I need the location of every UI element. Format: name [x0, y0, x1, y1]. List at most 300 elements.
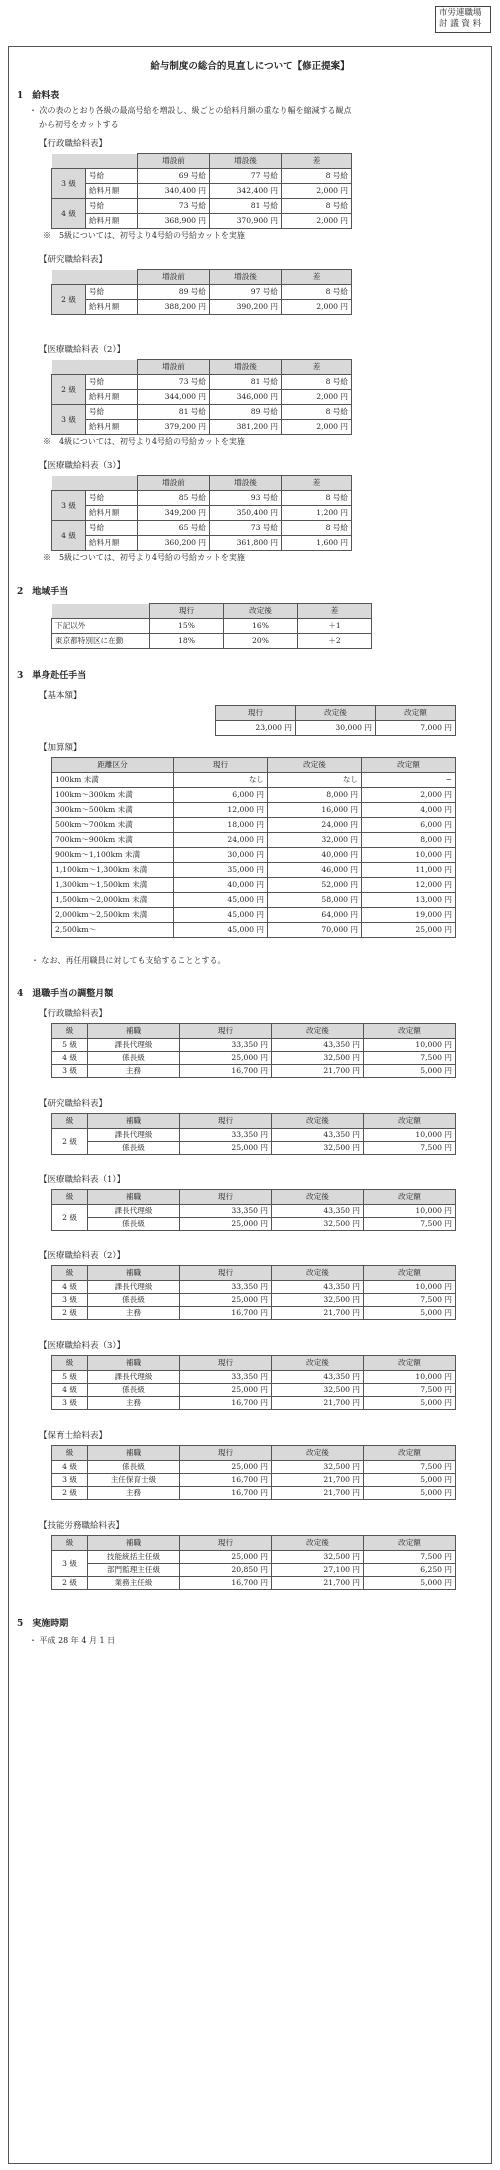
value-cell: 32,000 円: [268, 833, 362, 848]
position-cell: 課長代理級: [88, 1205, 180, 1218]
table-row: [52, 1551, 456, 1564]
table-row: [52, 521, 352, 536]
table-row: [52, 1577, 456, 1590]
table-row: [52, 1281, 456, 1294]
grade-cell: 2 級: [52, 1577, 88, 1590]
value-cell: 27,100 円: [272, 1564, 364, 1577]
row-label: 300km～500km 未満: [52, 803, 174, 818]
retire-table-medical-3-label: 【医療職給料表（3）】: [39, 1341, 126, 1351]
position-cell: 課長代理級: [88, 1371, 180, 1384]
value-cell: 45,000 円: [174, 893, 268, 908]
value-cell: 32,500 円: [272, 1461, 364, 1474]
col-revised: 改定後: [272, 1536, 364, 1551]
value-cell: 19,000 円: [362, 908, 456, 923]
value-cell: 32,500 円: [272, 1142, 364, 1155]
value-cell: 5,000 円: [364, 1474, 456, 1487]
value-cell: ＋2: [298, 634, 372, 649]
row-label: 号給: [86, 199, 138, 214]
col-grade: 級: [52, 1446, 88, 1461]
table-row: [52, 1294, 456, 1307]
table-row: [52, 1474, 456, 1487]
col-current: 現行: [180, 1266, 272, 1281]
row-label: 1,500km～2,000km 未満: [52, 893, 174, 908]
value-cell: 2,000 円: [282, 214, 352, 229]
value-cell: 21,700 円: [272, 1577, 364, 1590]
col-change: 改定額: [364, 1266, 456, 1281]
table-row: [52, 788, 456, 803]
value-cell: 73 号給: [138, 199, 210, 214]
section-4-heading: 4 退職手当の調整月額: [17, 989, 114, 999]
value-cell: 32,500 円: [272, 1218, 364, 1231]
table-row: [216, 721, 456, 736]
col-change: 改定額: [376, 706, 456, 721]
row-label: 1,100km～1,300km 未満: [52, 863, 174, 878]
value-cell: 64,000 円: [268, 908, 362, 923]
salary-table-medical-2-note: ※ 4級については、初号より4号給の号給カットを実施: [43, 437, 245, 446]
grade-cell: 2 級: [52, 1307, 88, 1320]
value-cell: 5,000 円: [364, 1307, 456, 1320]
row-label: 給料月額: [86, 184, 138, 199]
value-cell: 10,000 円: [364, 1205, 456, 1218]
value-cell: なし: [174, 773, 268, 788]
table-row: [52, 833, 456, 848]
additional-amount-table: [51, 757, 456, 938]
value-cell: 25,000 円: [180, 1551, 272, 1564]
value-cell: 7,000 円: [376, 721, 456, 736]
table-row: [52, 184, 352, 199]
stamp-line-1: 市労連職場: [439, 8, 482, 18]
value-cell: 2,000 円: [282, 300, 352, 315]
salary-table-medical-2: [51, 359, 352, 435]
retire-table-medical-3: [51, 1355, 456, 1410]
value-cell: 8 号給: [282, 521, 352, 536]
value-cell: 16%: [224, 619, 298, 634]
position-cell: 係長級: [88, 1052, 180, 1065]
table-row: [52, 923, 456, 938]
row-label: 号給: [86, 169, 138, 184]
col-position: 補職: [88, 1024, 180, 1039]
col-after: 増設後: [210, 154, 282, 169]
position-cell: 課長代理級: [88, 1129, 180, 1142]
value-cell: 21,700 円: [272, 1397, 364, 1410]
value-cell: 2,000 円: [282, 184, 352, 199]
table-row: [52, 878, 456, 893]
table-row: [52, 285, 352, 300]
grade-cell: 3 級: [52, 169, 86, 199]
value-cell: 379,200 円: [138, 420, 210, 435]
table-row: [52, 1397, 456, 1410]
value-cell: 342,400 円: [210, 184, 282, 199]
value-cell: 7,500 円: [364, 1551, 456, 1564]
col-revised: 改定後: [268, 758, 362, 773]
col-distance: 距離区分: [52, 758, 174, 773]
salary-table-medical-3-label: 【医療職給料表（3）】: [39, 461, 126, 471]
retire-table-nursery-label: 【保育士給料表】: [39, 1431, 108, 1441]
grade-cell: 5 級: [52, 1371, 88, 1384]
table-header-row: [52, 1446, 456, 1461]
value-cell: 93 号給: [210, 491, 282, 506]
col-revised: 改定後: [272, 1446, 364, 1461]
value-cell: 33,350 円: [180, 1205, 272, 1218]
grade-cell: 3 級: [52, 1065, 88, 1078]
value-cell: 346,000 円: [210, 390, 282, 405]
value-cell: 65 号給: [138, 521, 210, 536]
document-frame: [8, 46, 492, 2164]
value-cell: 8,000 円: [268, 788, 362, 803]
row-label: 給料月額: [86, 536, 138, 551]
table-row: [52, 634, 372, 649]
value-cell: 30,000 円: [296, 721, 376, 736]
value-cell: 16,700 円: [180, 1307, 272, 1320]
retire-table-medical-2: [51, 1265, 456, 1320]
value-cell: 6,250 円: [364, 1564, 456, 1577]
col-grade: 級: [52, 1024, 88, 1039]
row-label: 号給: [86, 521, 138, 536]
row-label: 900km～1,100km 未満: [52, 848, 174, 863]
table-row: [52, 1564, 456, 1577]
value-cell: 40,000 円: [268, 848, 362, 863]
value-cell: 6,000 円: [174, 788, 268, 803]
position-cell: 課長代理級: [88, 1281, 180, 1294]
col-revised: 改定後: [272, 1024, 364, 1039]
position-cell: 主務: [88, 1065, 180, 1078]
stamp-line-2: 討 議 資 料: [439, 19, 482, 30]
col-before: 増設前: [138, 154, 210, 169]
table-row: [52, 375, 352, 390]
section-2-heading: 2 地域手当: [17, 587, 69, 597]
col-position: 補職: [88, 1446, 180, 1461]
section-1-intro-line-2: から初号をカットする: [39, 120, 119, 129]
row-label: 東京都特別区に在勤: [52, 634, 150, 649]
position-cell: 主務: [88, 1487, 180, 1500]
col-diff: 差: [282, 154, 352, 169]
col-position: 補職: [88, 1266, 180, 1281]
value-cell: 8 号給: [282, 199, 352, 214]
col-after: 増設後: [210, 476, 282, 491]
value-cell: 43,350 円: [272, 1039, 364, 1052]
value-cell: 7,500 円: [364, 1461, 456, 1474]
table-row: [52, 1142, 456, 1155]
table-row: [52, 818, 456, 833]
value-cell: 2,000 円: [282, 420, 352, 435]
position-cell: 課長代理級: [88, 1039, 180, 1052]
value-cell: 390,200 円: [210, 300, 282, 315]
col-revised: 改定後: [272, 1190, 364, 1205]
table-row: [52, 1039, 456, 1052]
value-cell: 21,700 円: [272, 1474, 364, 1487]
col-diff: 差: [282, 360, 352, 375]
table-row: [52, 214, 352, 229]
col-revised: 改定後: [272, 1356, 364, 1371]
value-cell: 2,000 円: [282, 390, 352, 405]
value-cell: 8 号給: [282, 169, 352, 184]
retire-table-technical: [51, 1535, 456, 1590]
value-cell: 43,350 円: [272, 1371, 364, 1384]
salary-table-admin-label: 【行政職給料表】: [39, 139, 108, 149]
section-1-heading: 1 給料表: [17, 91, 60, 101]
table-row: [52, 1218, 456, 1231]
grade-cell: 4 級: [52, 1281, 88, 1294]
value-cell: 16,000 円: [268, 803, 362, 818]
row-label: 給料月額: [86, 214, 138, 229]
grade-cell: 2 級: [52, 1129, 88, 1155]
value-cell: 4,000 円: [362, 803, 456, 818]
row-label: 給料月額: [86, 300, 138, 315]
value-cell: 16,700 円: [180, 1474, 272, 1487]
table-row: [52, 848, 456, 863]
col-change: 改定額: [364, 1114, 456, 1129]
table-row: [52, 773, 456, 788]
table-header-row: [52, 604, 372, 619]
row-label: 2,500km～: [52, 923, 174, 938]
grade-cell: 4 級: [52, 1461, 88, 1474]
col-before: 増設前: [138, 360, 210, 375]
value-cell: 35,000 円: [174, 863, 268, 878]
row-label: 給料月額: [86, 390, 138, 405]
value-cell: 350,400 円: [210, 506, 282, 521]
value-cell: 21,700 円: [272, 1307, 364, 1320]
value-cell: ＋1: [298, 619, 372, 634]
row-label: 給料月額: [86, 420, 138, 435]
grade-cell: 2 級: [52, 285, 86, 315]
discussion-material-stamp: [435, 6, 491, 33]
row-label: 700km～900km 未満: [52, 833, 174, 848]
col-after: 増設後: [210, 270, 282, 285]
value-cell: 5,000 円: [364, 1397, 456, 1410]
table-row: [52, 908, 456, 923]
document-title: 給与制度の総合的見直しについて【修正提案】: [150, 61, 350, 72]
value-cell: 7,500 円: [364, 1384, 456, 1397]
basic-amount-table: [215, 705, 456, 736]
value-cell: 1,200 円: [282, 506, 352, 521]
table-header-row: [216, 706, 456, 721]
value-cell: 10,000 円: [362, 848, 456, 863]
table-row: [52, 1461, 456, 1474]
value-cell: 43,350 円: [272, 1205, 364, 1218]
section-5-heading: 5 実施時期: [17, 1619, 69, 1629]
value-cell: 58,000 円: [268, 893, 362, 908]
value-cell: 40,000 円: [174, 878, 268, 893]
col-current: 現行: [174, 758, 268, 773]
value-cell: 344,000 円: [138, 390, 210, 405]
value-cell: 32,500 円: [272, 1294, 364, 1307]
retire-table-medical-2-label: 【医療職給料表（2）】: [39, 1251, 126, 1261]
regional-allowance-table: [51, 603, 372, 649]
table-row: [52, 169, 352, 184]
table-row: [52, 1052, 456, 1065]
value-cell: 46,000 円: [268, 863, 362, 878]
col-grade: 級: [52, 1536, 88, 1551]
value-cell: 43,350 円: [272, 1281, 364, 1294]
table-header-row: [52, 1114, 456, 1129]
grade-cell: 2 級: [52, 375, 86, 405]
col-current: 現行: [180, 1190, 272, 1205]
row-label: 号給: [86, 405, 138, 420]
value-cell: 360,200 円: [138, 536, 210, 551]
value-cell: 89 号給: [138, 285, 210, 300]
retire-table-admin-label: 【行政職給料表】: [39, 1009, 108, 1019]
grade-cell: 4 級: [52, 521, 86, 551]
col-grade: 級: [52, 1356, 88, 1371]
row-label: 給料月額: [86, 506, 138, 521]
row-label: 号給: [86, 285, 138, 300]
table-row: [52, 893, 456, 908]
position-cell: 技能統括主任級: [88, 1551, 180, 1564]
position-cell: 係長級: [88, 1218, 180, 1231]
table-header-row: [52, 1190, 456, 1205]
col-change: 改定額: [364, 1024, 456, 1039]
value-cell: 85 号給: [138, 491, 210, 506]
position-cell: 業務主任級: [88, 1577, 180, 1590]
grade-cell: 2 級: [52, 1487, 88, 1500]
col-before: 増設前: [138, 270, 210, 285]
value-cell: 340,400 円: [138, 184, 210, 199]
table-header-row: [52, 1536, 456, 1551]
value-cell: 32,500 円: [272, 1052, 364, 1065]
table-row: [52, 863, 456, 878]
value-cell: 10,000 円: [364, 1039, 456, 1052]
table-header-row: [52, 1024, 456, 1039]
section-1-intro-line-1: ・ 次の表のとおり各級の最高号給を増設し、級ごとの給料月額の重なり幅を縮減する観点: [29, 106, 352, 115]
value-cell: 16,700 円: [180, 1065, 272, 1078]
value-cell: 7,500 円: [364, 1294, 456, 1307]
table-row: [52, 199, 352, 214]
table-row: [52, 420, 352, 435]
col-change: 改定額: [364, 1190, 456, 1205]
col-diff: 差: [282, 270, 352, 285]
value-cell: 73 号給: [138, 375, 210, 390]
value-cell: なし: [268, 773, 362, 788]
section-3-heading: 3 単身赴任手当: [17, 671, 87, 681]
col-change: 改定額: [364, 1536, 456, 1551]
row-label: 100km～300km 未満: [52, 788, 174, 803]
value-cell: 5,000 円: [364, 1577, 456, 1590]
value-cell: 18,000 円: [174, 818, 268, 833]
value-cell: 32,500 円: [272, 1384, 364, 1397]
grade-cell: 3 級: [52, 491, 86, 521]
value-cell: 25,000 円: [180, 1294, 272, 1307]
value-cell: −: [362, 773, 456, 788]
value-cell: 33,350 円: [180, 1371, 272, 1384]
salary-table-medical-3: [51, 475, 352, 551]
col-position: 補職: [88, 1190, 180, 1205]
salary-table-medical-3-note: ※ 5級については、初号より4号給の号給カットを実施: [43, 553, 245, 562]
col-position: 補職: [88, 1536, 180, 1551]
value-cell: 20%: [224, 634, 298, 649]
implementation-date: ・ 平成 28 年 4 月 1 日: [29, 1636, 116, 1645]
value-cell: 24,000 円: [174, 833, 268, 848]
value-cell: 8 号給: [282, 491, 352, 506]
value-cell: 25,000 円: [180, 1052, 272, 1065]
value-cell: 388,200 円: [138, 300, 210, 315]
salary-table-research-label: 【研究職給料表】: [39, 255, 108, 265]
position-cell: 主務: [88, 1397, 180, 1410]
grade-cell: 4 級: [52, 1052, 88, 1065]
col-current: 現行: [180, 1446, 272, 1461]
grade-cell: 3 級: [52, 1294, 88, 1307]
position-cell: 係長級: [88, 1294, 180, 1307]
value-cell: 45,000 円: [174, 908, 268, 923]
col-change: 改定額: [364, 1446, 456, 1461]
value-cell: 30,000 円: [174, 848, 268, 863]
value-cell: 25,000 円: [362, 923, 456, 938]
position-cell: 係長級: [88, 1384, 180, 1397]
grade-cell: 3 級: [52, 405, 86, 435]
table-row: [52, 1487, 456, 1500]
col-revised: 改定後: [296, 706, 376, 721]
value-cell: 21,700 円: [272, 1065, 364, 1078]
salary-table-research: [51, 269, 352, 315]
col-grade: 級: [52, 1266, 88, 1281]
value-cell: 2,000 円: [362, 788, 456, 803]
value-cell: 5,000 円: [364, 1487, 456, 1500]
value-cell: 15%: [150, 619, 224, 634]
value-cell: 10,000 円: [364, 1371, 456, 1384]
table-row: [52, 1307, 456, 1320]
col-change: 改定額: [362, 758, 456, 773]
col-current: 現行: [216, 706, 296, 721]
grade-cell: 5 級: [52, 1039, 88, 1052]
value-cell: 25,000 円: [180, 1384, 272, 1397]
grade-cell: 3 級: [52, 1474, 88, 1487]
value-cell: 43,350 円: [272, 1129, 364, 1142]
value-cell: 20,850 円: [180, 1564, 272, 1577]
col-current: 現行: [180, 1114, 272, 1129]
value-cell: 8 号給: [282, 285, 352, 300]
col-grade: 級: [52, 1114, 88, 1129]
value-cell: 25,000 円: [180, 1218, 272, 1231]
col-revised: 改定後: [272, 1266, 364, 1281]
col-after: 増設後: [210, 360, 282, 375]
table-row: [52, 300, 352, 315]
value-cell: 69 号給: [138, 169, 210, 184]
col-before: 増設前: [138, 476, 210, 491]
col-current: 現行: [180, 1024, 272, 1039]
value-cell: 33,350 円: [180, 1281, 272, 1294]
position-cell: 部門監理主任級: [88, 1564, 180, 1577]
value-cell: 8 号給: [282, 375, 352, 390]
value-cell: 10,000 円: [364, 1129, 456, 1142]
value-cell: 12,000 円: [362, 878, 456, 893]
position-cell: 係長級: [88, 1461, 180, 1474]
value-cell: 23,000 円: [216, 721, 296, 736]
col-revised: 改定後: [272, 1114, 364, 1129]
value-cell: 8,000 円: [362, 833, 456, 848]
value-cell: 16,700 円: [180, 1577, 272, 1590]
value-cell: 7,500 円: [364, 1218, 456, 1231]
position-cell: 係長級: [88, 1142, 180, 1155]
retire-table-admin: [51, 1023, 456, 1078]
table-row: [52, 390, 352, 405]
table-row: [52, 536, 352, 551]
retire-table-nursery: [51, 1445, 456, 1500]
table-header-row: [52, 758, 456, 773]
value-cell: 5,000 円: [364, 1065, 456, 1078]
row-label: 500km～700km 未満: [52, 818, 174, 833]
value-cell: 45,000 円: [174, 923, 268, 938]
col-position: 補職: [88, 1114, 180, 1129]
row-label: 100km 未満: [52, 773, 174, 788]
table-header-row: [52, 154, 352, 169]
col-current: 現行: [150, 604, 224, 619]
value-cell: 24,000 円: [268, 818, 362, 833]
value-cell: 81 号給: [210, 199, 282, 214]
grade-cell: 2 級: [52, 1205, 88, 1231]
value-cell: 32,500 円: [272, 1551, 364, 1564]
basic-amount-label: 【基本額】: [39, 691, 82, 701]
value-cell: 97 号給: [210, 285, 282, 300]
value-cell: 16,700 円: [180, 1397, 272, 1410]
